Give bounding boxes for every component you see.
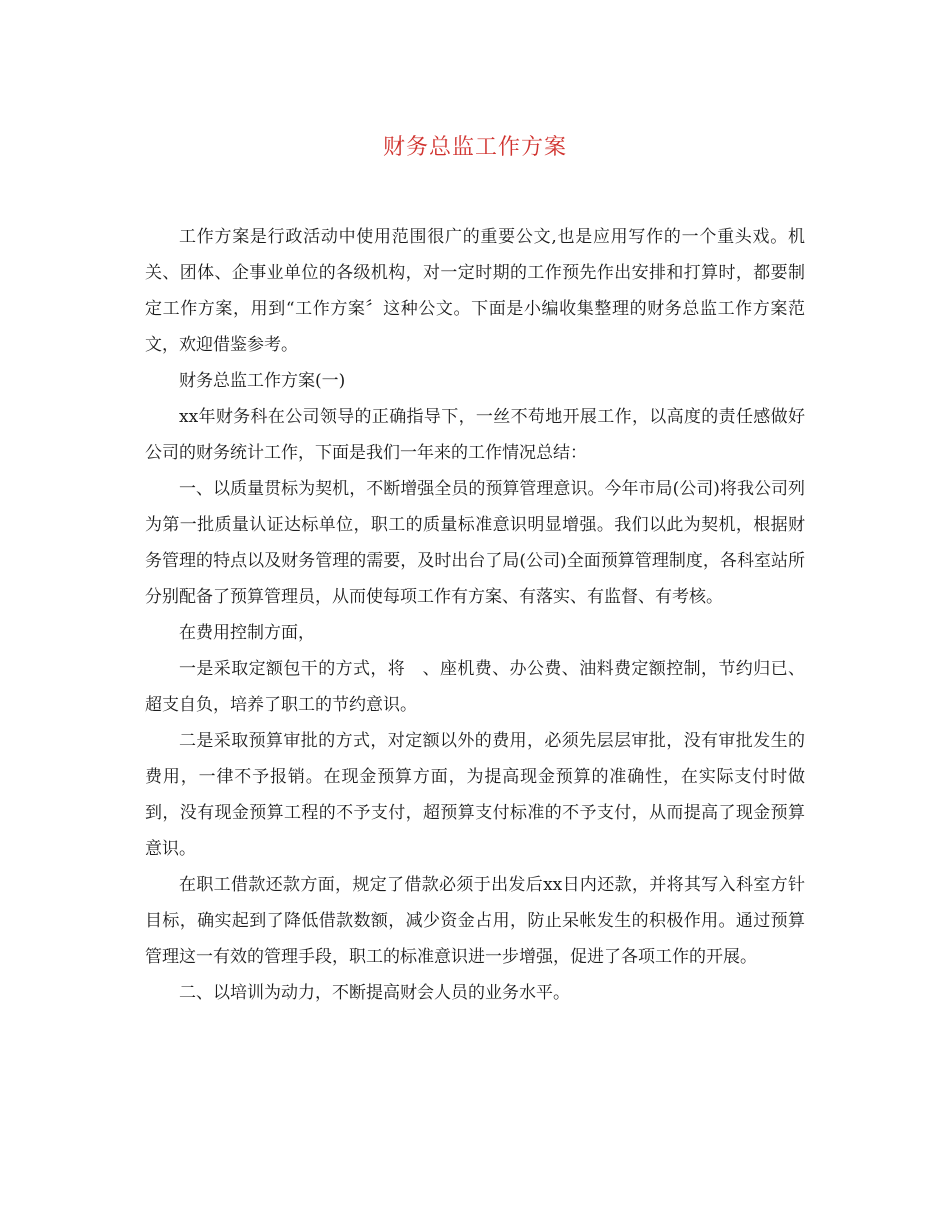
document-body	[145, 219, 805, 1011]
paragraph-intro: 工作方案是行政活动中使用范围很广的重要公文,也是应用写作的一个重头戏。机关、团体、企事业单位的各级机构，对一定时期的工作预先作出安排和打算时，都要制定工作方案，用到“工作方案〞这种公文。下面是小编收集整理的财务总监工作方案范文，欢迎借鉴参考。	[145, 227, 805, 355]
paragraph-quota: 一是采取定额包干的方式，将 、座机费、办公费、油料费定额控制，节约归已、超支自负，培养了职工的节约意识。	[145, 659, 805, 715]
paragraph-cost-control: 在费用控制方面，	[179, 623, 315, 643]
paragraph-point-one: 一、以质量贯标为契机，不断增强全员的预算管理意识。今年市局(公司)将我公司列为第一批质量认证达标单位，职工的质量标准意识明显增强。我们以此为契机，根据财务管理的特点以及财务管理的需要，及时出台了局(公司)全面预算管理制度，各科室站所分别配备了预算管理员，从而使每项工作有方案、有落实、有监督、有考核。	[145, 479, 805, 607]
document-title: 财务总监工作方案	[382, 135, 567, 160]
paragraph-budget-approval: 二是采取预算审批的方式，对定额以外的费用，必须先层层审批，没有审批发生的费用，一律不予报销。在现金预算方面，为提高现金预算的准确性，在实际支付时做到，没有现金预算工程的不予支付，超预算支付标准的不予支付，从而提高了现金预算意识。	[145, 731, 805, 859]
paragraph-summary: xx年财务科在公司领导的正确指导下，一丝不苟地开展工作，以高度的责任感做好公司的财务统计工作，下面是我们一年来的工作情况总结：	[145, 407, 805, 463]
paragraph-point-two: 二、以培训为动力，不断提高财会人员的业务水平。	[179, 983, 570, 1003]
paragraph-loans: 在职工借款还款方面，规定了借款必须于出发后xx日内还款，并将其写入科室方针目标，确实起到了降低借款数额，减少资金占用，防止呆帐发生的积极作用。通过预算管理这一有效的管理手段，职工的标准意识进一步增强，促进了各项工作的开展。	[145, 875, 805, 967]
paragraph-section-heading: 财务总监工作方案(一)	[179, 371, 346, 391]
